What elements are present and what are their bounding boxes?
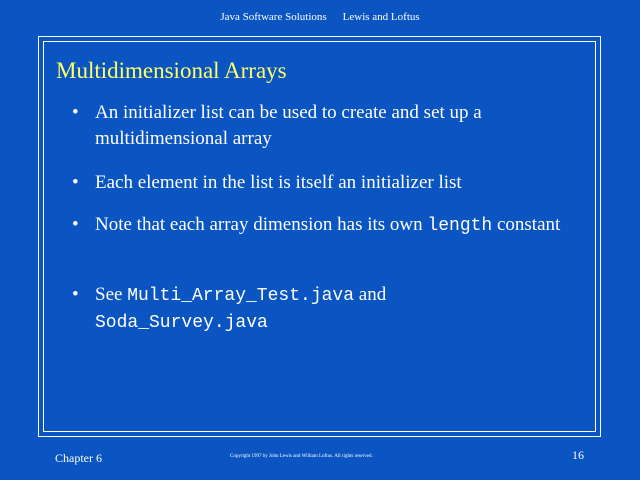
header-authors: Lewis and Loftus [342,11,420,23]
bullet-item-4 [72,282,572,336]
bullet-item-1 [72,100,572,152]
bullet-text-before: See [95,284,128,305]
bullet-text [95,282,572,336]
bullet-text-middle: and [354,284,387,305]
bullet-item-3 [72,212,572,239]
bullet-marker: • [72,102,79,123]
header-book-title: Java Software Solutions [220,11,327,23]
bullet-marker: • [72,172,79,193]
code-soda-survey: Soda_Survey.java [95,313,268,333]
bullet-text: Each element in the list is itself an initializer list [95,172,462,193]
bullet-text-before: Note that each array dimension has its own [95,214,428,235]
bullet-marker: • [72,214,79,235]
code-multi-array-test: Multi_Array_Test.java [127,286,355,306]
bullet-item-2 [72,170,572,196]
bullet-marker: • [72,284,79,305]
footer-page-number: 16 [572,448,584,462]
footer-copyright: Copyright 1997 by John Lewis and William Loftus. All rights reserved. [230,454,373,459]
slide-title: Multidimensional Arrays [56,58,287,83]
code-length: length [427,216,493,236]
footer-chapter: Chapter 6 [55,451,102,465]
slide-header [0,11,640,23]
bullet-text: An initializer list can be used to create and set up a multidimensional array [95,102,482,149]
bullet-text [95,212,572,239]
bullet-text-after: constant [492,214,561,235]
